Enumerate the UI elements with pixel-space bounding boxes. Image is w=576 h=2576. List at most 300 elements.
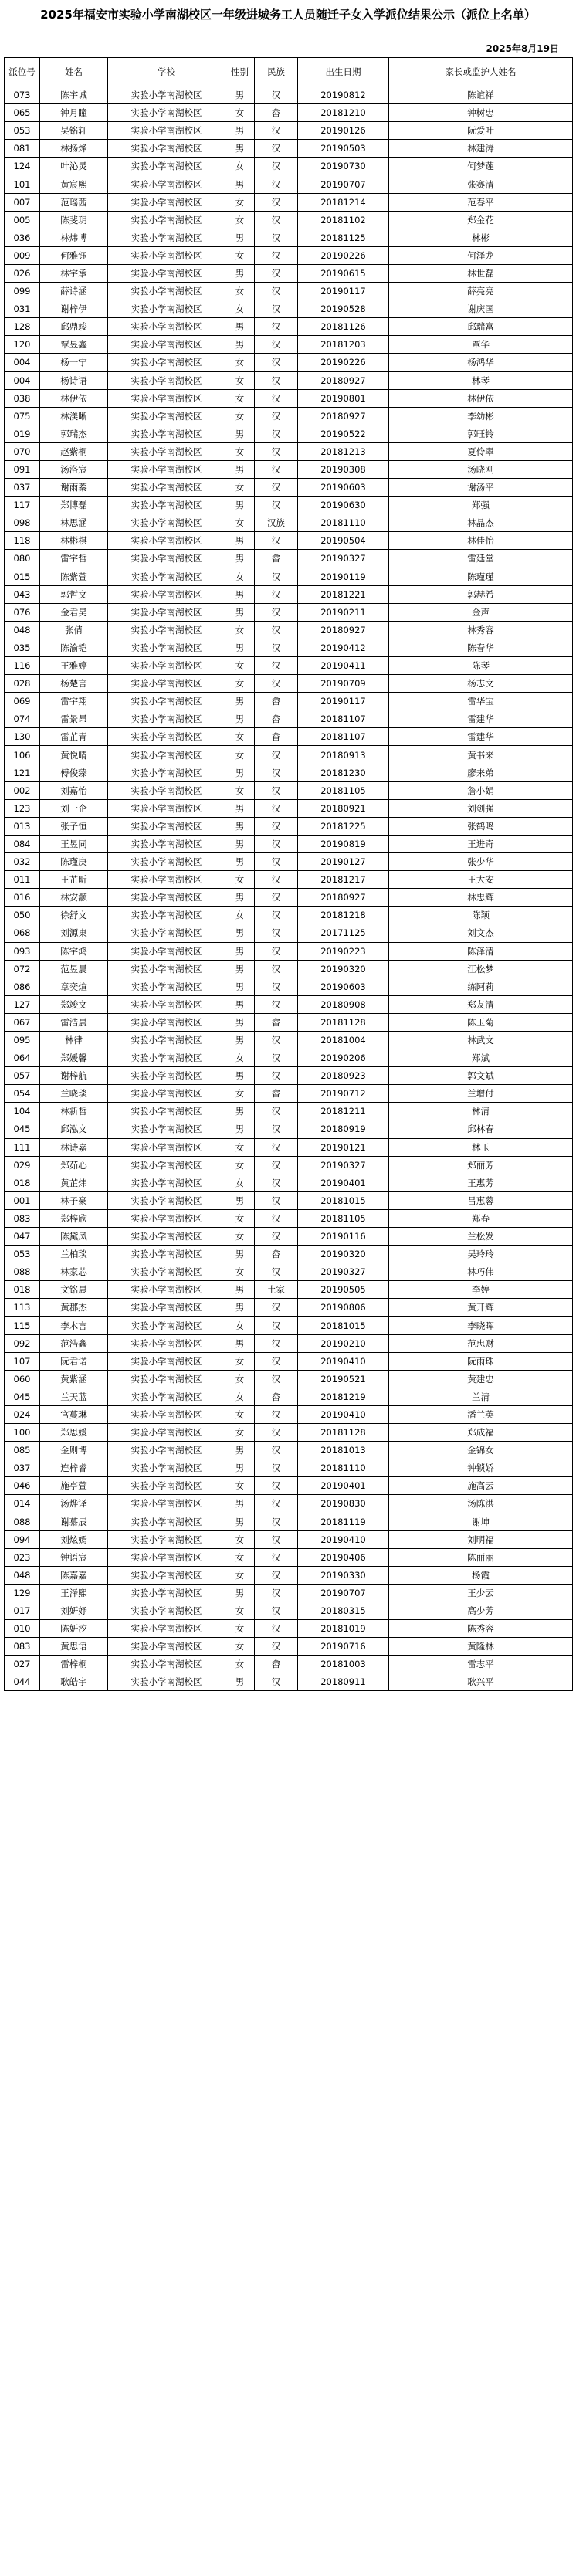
cell-birth-date: 20180921: [298, 799, 389, 817]
cell-school: 实验小学南湖校区: [108, 497, 225, 514]
cell-gender: 女: [225, 1405, 255, 1423]
cell-birth-date: 20181125: [298, 229, 389, 246]
cell-placement-number: 045: [5, 1120, 40, 1138]
cell-school: 实验小学南湖校区: [108, 1085, 225, 1103]
cell-ethnicity: 汉: [255, 568, 298, 585]
cell-birth-date: 20181004: [298, 1031, 389, 1049]
cell-placement-number: 074: [5, 710, 40, 728]
cell-ethnicity: 畲: [255, 710, 298, 728]
cell-gender: 女: [225, 1317, 255, 1334]
cell-guardian-name: 林世磊: [389, 264, 573, 282]
cell-student-name: 施亭萱: [40, 1477, 108, 1495]
cell-ethnicity: 汉: [255, 817, 298, 835]
cell-guardian-name: 郑成福: [389, 1424, 573, 1442]
cell-birth-date: 20190410: [298, 1352, 389, 1370]
cell-gender: 男: [225, 1513, 255, 1530]
cell-guardian-name: 陈泽清: [389, 942, 573, 960]
cell-guardian-name: 钟锁娇: [389, 1459, 573, 1477]
cell-gender: 男: [225, 639, 255, 656]
cell-student-name: 林宇承: [40, 264, 108, 282]
cell-student-name: 郭瑞杰: [40, 425, 108, 442]
cell-guardian-name: 詹小娟: [389, 781, 573, 799]
cell-guardian-name: 金声: [389, 603, 573, 621]
cell-gender: 女: [225, 1209, 255, 1227]
table-row: [5, 1103, 573, 1120]
cell-birth-date: 20190615: [298, 264, 389, 282]
cell-school: 实验小学南湖校区: [108, 442, 225, 460]
table-row: [5, 1548, 573, 1566]
table-row: [5, 497, 573, 514]
header-birth-date: 出生日期: [298, 58, 389, 86]
cell-ethnicity: 汉: [255, 86, 298, 104]
cell-student-name: 黄宸熙: [40, 175, 108, 193]
table-row: [5, 86, 573, 104]
cell-birth-date: 20190226: [298, 354, 389, 371]
table-row: [5, 1424, 573, 1442]
cell-placement-number: 107: [5, 1352, 40, 1370]
table-row: [5, 853, 573, 871]
table-row: [5, 1299, 573, 1317]
table-row: [5, 425, 573, 442]
cell-gender: 女: [225, 158, 255, 175]
table-row: [5, 764, 573, 781]
table-row: [5, 211, 573, 229]
cell-guardian-name: 潘兰英: [389, 1405, 573, 1423]
cell-placement-number: 013: [5, 817, 40, 835]
cell-guardian-name: 陈瑾瑾: [389, 568, 573, 585]
cell-guardian-name: 雷华宝: [389, 693, 573, 710]
table-row: [5, 1495, 573, 1513]
cell-gender: 男: [225, 229, 255, 246]
cell-birth-date: 20190819: [298, 835, 389, 852]
cell-guardian-name: 钟树忠: [389, 104, 573, 122]
cell-ethnicity: 汉: [255, 1584, 298, 1602]
cell-ethnicity: 汉: [255, 1103, 298, 1120]
cell-gender: 女: [225, 354, 255, 371]
cell-student-name: 兰晓琰: [40, 1085, 108, 1103]
table-row: [5, 1138, 573, 1156]
cell-gender: 女: [225, 675, 255, 693]
cell-school: 实验小学南湖校区: [108, 1281, 225, 1299]
cell-student-name: 范昱晨: [40, 960, 108, 978]
cell-birth-date: 20190119: [298, 568, 389, 585]
cell-student-name: 钟语宸: [40, 1548, 108, 1566]
cell-gender: 男: [225, 1191, 255, 1209]
cell-placement-number: 060: [5, 1370, 40, 1388]
cell-school: 实验小学南湖校区: [108, 621, 225, 639]
cell-student-name: 杨诗语: [40, 371, 108, 389]
cell-ethnicity: 汉: [255, 1530, 298, 1548]
table-row: [5, 1317, 573, 1334]
cell-school: 实验小学南湖校区: [108, 1156, 225, 1174]
cell-school: 实验小学南湖校区: [108, 1049, 225, 1067]
cell-guardian-name: 郑斌: [389, 1049, 573, 1067]
cell-school: 实验小学南湖校区: [108, 603, 225, 621]
cell-student-name: 林子豪: [40, 1191, 108, 1209]
cell-student-name: 刘妍妤: [40, 1602, 108, 1619]
table-row: [5, 1085, 573, 1103]
cell-guardian-name: 王进奇: [389, 835, 573, 852]
cell-birth-date: 20180919: [298, 1120, 389, 1138]
cell-placement-number: 010: [5, 1620, 40, 1638]
cell-birth-date: 20190503: [298, 140, 389, 158]
cell-gender: 女: [225, 1620, 255, 1638]
cell-student-name: 林家芯: [40, 1263, 108, 1281]
cell-gender: 女: [225, 300, 255, 318]
cell-placement-number: 009: [5, 246, 40, 264]
table-row: [5, 568, 573, 585]
cell-school: 实验小学南湖校区: [108, 675, 225, 693]
cell-student-name: 陈宇鸿: [40, 942, 108, 960]
cell-ethnicity: 汉: [255, 300, 298, 318]
cell-placement-number: 037: [5, 1459, 40, 1477]
cell-ethnicity: 畲: [255, 1656, 298, 1673]
cell-placement-number: 004: [5, 371, 40, 389]
cell-ethnicity: 汉: [255, 1263, 298, 1281]
cell-guardian-name: 何泽龙: [389, 246, 573, 264]
cell-school: 实验小学南湖校区: [108, 514, 225, 532]
cell-ethnicity: 汉族: [255, 514, 298, 532]
cell-ethnicity: 汉: [255, 1334, 298, 1352]
cell-ethnicity: 汉: [255, 781, 298, 799]
cell-placement-number: 019: [5, 425, 40, 442]
cell-student-name: 王昱同: [40, 835, 108, 852]
cell-student-name: 杨楚言: [40, 675, 108, 693]
cell-ethnicity: 汉: [255, 1138, 298, 1156]
cell-student-name: 李木言: [40, 1317, 108, 1334]
cell-student-name: 郑茹心: [40, 1156, 108, 1174]
table-row: [5, 746, 573, 764]
cell-school: 实验小学南湖校区: [108, 1031, 225, 1049]
cell-birth-date: 20190712: [298, 1085, 389, 1103]
cell-student-name: 官蔓琳: [40, 1405, 108, 1423]
cell-ethnicity: 畲: [255, 104, 298, 122]
table-row: [5, 460, 573, 478]
cell-gender: 男: [225, 853, 255, 871]
cell-student-name: 吴铭轩: [40, 122, 108, 140]
cell-gender: 女: [225, 1228, 255, 1246]
cell-birth-date: 20190223: [298, 942, 389, 960]
cell-birth-date: 20180927: [298, 889, 389, 907]
cell-gender: 女: [225, 407, 255, 425]
cell-gender: 女: [225, 283, 255, 300]
cell-gender: 女: [225, 1174, 255, 1191]
cell-school: 实验小学南湖校区: [108, 1656, 225, 1673]
cell-birth-date: 20190603: [298, 479, 389, 497]
cell-guardian-name: 杨鸿华: [389, 354, 573, 371]
cell-guardian-name: 郭文斌: [389, 1067, 573, 1085]
cell-ethnicity: 汉: [255, 1209, 298, 1227]
table-row: [5, 514, 573, 532]
cell-student-name: 林新哲: [40, 1103, 108, 1120]
cell-placement-number: 065: [5, 104, 40, 122]
cell-birth-date: 20190411: [298, 657, 389, 675]
cell-placement-number: 104: [5, 1103, 40, 1120]
cell-gender: 女: [225, 1263, 255, 1281]
cell-placement-number: 118: [5, 532, 40, 550]
cell-school: 实验小学南湖校区: [108, 924, 225, 942]
table-row: [5, 1459, 573, 1477]
cell-guardian-name: 林忠辉: [389, 889, 573, 907]
cell-student-name: 林炜博: [40, 229, 108, 246]
cell-gender: 女: [225, 1530, 255, 1548]
cell-student-name: 赵紫桐: [40, 442, 108, 460]
table-row: [5, 264, 573, 282]
cell-school: 实验小学南湖校区: [108, 283, 225, 300]
cell-ethnicity: 汉: [255, 924, 298, 942]
cell-school: 实验小学南湖校区: [108, 568, 225, 585]
cell-guardian-name: 阮爱叶: [389, 122, 573, 140]
cell-school: 实验小学南湖校区: [108, 1424, 225, 1442]
cell-birth-date: 20190401: [298, 1477, 389, 1495]
table-row: [5, 621, 573, 639]
cell-birth-date: 20190830: [298, 1495, 389, 1513]
cell-school: 实验小学南湖校区: [108, 1620, 225, 1638]
cell-ethnicity: 汉: [255, 1317, 298, 1334]
table-row: [5, 1566, 573, 1584]
cell-gender: 男: [225, 264, 255, 282]
cell-placement-number: 014: [5, 1495, 40, 1513]
table-body: [5, 86, 573, 1691]
cell-placement-number: 029: [5, 1156, 40, 1174]
table-row: [5, 1388, 573, 1405]
cell-student-name: 郑媛馨: [40, 1049, 108, 1067]
cell-ethnicity: 汉: [255, 175, 298, 193]
cell-birth-date: 20190410: [298, 1530, 389, 1548]
cell-placement-number: 093: [5, 942, 40, 960]
cell-gender: 男: [225, 978, 255, 995]
header-ethnicity: 民族: [255, 58, 298, 86]
cell-school: 实验小学南湖校区: [108, 1638, 225, 1656]
cell-birth-date: 20181105: [298, 781, 389, 799]
cell-placement-number: 085: [5, 1442, 40, 1459]
cell-gender: 男: [225, 532, 255, 550]
table-row: [5, 229, 573, 246]
cell-gender: 男: [225, 585, 255, 603]
cell-student-name: 刘嘉怡: [40, 781, 108, 799]
cell-gender: 男: [225, 1103, 255, 1120]
cell-birth-date: 20190707: [298, 175, 389, 193]
cell-guardian-name: 郑强: [389, 497, 573, 514]
cell-ethnicity: 畲: [255, 1246, 298, 1263]
cell-ethnicity: 汉: [255, 1442, 298, 1459]
cell-placement-number: 035: [5, 639, 40, 656]
cell-birth-date: 20190412: [298, 639, 389, 656]
cell-birth-date: 20190327: [298, 550, 389, 568]
cell-guardian-name: 江松梦: [389, 960, 573, 978]
cell-placement-number: 080: [5, 550, 40, 568]
cell-birth-date: 20190806: [298, 1299, 389, 1317]
cell-gender: 女: [225, 1388, 255, 1405]
header-name: 姓名: [40, 58, 108, 86]
cell-gender: 女: [225, 479, 255, 497]
cell-school: 实验小学南湖校区: [108, 407, 225, 425]
cell-placement-number: 130: [5, 728, 40, 746]
table-row: [5, 532, 573, 550]
cell-student-name: 陈妍汐: [40, 1620, 108, 1638]
cell-placement-number: 053: [5, 122, 40, 140]
cell-ethnicity: 汉: [255, 871, 298, 889]
cell-birth-date: 20180927: [298, 407, 389, 425]
cell-placement-number: 127: [5, 995, 40, 1013]
cell-guardian-name: 吴玲玲: [389, 1246, 573, 1263]
table-row: [5, 871, 573, 889]
cell-school: 实验小学南湖校区: [108, 229, 225, 246]
cell-placement-number: 088: [5, 1513, 40, 1530]
cell-ethnicity: 汉: [255, 497, 298, 514]
cell-guardian-name: 廖来弟: [389, 764, 573, 781]
cell-ethnicity: 汉: [255, 532, 298, 550]
cell-guardian-name: 练阿莉: [389, 978, 573, 995]
cell-placement-number: 023: [5, 1548, 40, 1566]
cell-guardian-name: 郭赫希: [389, 585, 573, 603]
cell-student-name: 覃昱鑫: [40, 336, 108, 354]
cell-gender: 男: [225, 1334, 255, 1352]
cell-gender: 男: [225, 1031, 255, 1049]
table-row: [5, 1442, 573, 1459]
cell-school: 实验小学南湖校区: [108, 1067, 225, 1085]
cell-school: 实验小学南湖校区: [108, 1530, 225, 1548]
cell-placement-number: 069: [5, 693, 40, 710]
cell-school: 实验小学南湖校区: [108, 1673, 225, 1691]
cell-ethnicity: 汉: [255, 1673, 298, 1691]
cell-placement-number: 092: [5, 1334, 40, 1352]
cell-placement-number: 067: [5, 1013, 40, 1031]
cell-guardian-name: 汤晓刚: [389, 460, 573, 478]
cell-guardian-name: 陈丽丽: [389, 1548, 573, 1566]
cell-guardian-name: 刘明福: [389, 1530, 573, 1548]
cell-guardian-name: 陈谊祥: [389, 86, 573, 104]
cell-ethnicity: 汉: [255, 657, 298, 675]
cell-gender: 男: [225, 497, 255, 514]
cell-placement-number: 113: [5, 1299, 40, 1317]
cell-guardian-name: 兰增付: [389, 1085, 573, 1103]
table-row: [5, 407, 573, 425]
cell-student-name: 连梓睿: [40, 1459, 108, 1477]
cell-school: 实验小学南湖校区: [108, 1459, 225, 1477]
cell-gender: 女: [225, 104, 255, 122]
table-row: [5, 354, 573, 371]
cell-gender: 男: [225, 889, 255, 907]
cell-school: 实验小学南湖校区: [108, 657, 225, 675]
cell-student-name: 章奕煊: [40, 978, 108, 995]
cell-school: 实验小学南湖校区: [108, 871, 225, 889]
cell-birth-date: 20181219: [298, 1388, 389, 1405]
cell-gender: 男: [225, 336, 255, 354]
cell-placement-number: 018: [5, 1174, 40, 1191]
cell-student-name: 邱泓文: [40, 1120, 108, 1138]
cell-gender: 男: [225, 960, 255, 978]
cell-school: 实验小学南湖校区: [108, 104, 225, 122]
cell-student-name: 陈嘉嘉: [40, 1566, 108, 1584]
cell-birth-date: 20190116: [298, 1228, 389, 1246]
cell-school: 实验小学南湖校区: [108, 246, 225, 264]
table-row: [5, 710, 573, 728]
cell-student-name: 陈宇城: [40, 86, 108, 104]
cell-school: 实验小学南湖校区: [108, 140, 225, 158]
cell-placement-number: 002: [5, 781, 40, 799]
cell-birth-date: 20181128: [298, 1013, 389, 1031]
cell-gender: 男: [225, 1281, 255, 1299]
cell-student-name: 刘一企: [40, 799, 108, 817]
cell-school: 实验小学南湖校区: [108, 86, 225, 104]
cell-guardian-name: 雷建华: [389, 710, 573, 728]
cell-gender: 男: [225, 995, 255, 1013]
cell-placement-number: 024: [5, 1405, 40, 1423]
cell-student-name: 范浩鑫: [40, 1334, 108, 1352]
cell-student-name: 郭哲文: [40, 585, 108, 603]
table-row: [5, 907, 573, 924]
table-row: [5, 1405, 573, 1423]
cell-gender: 男: [225, 318, 255, 336]
cell-placement-number: 101: [5, 175, 40, 193]
cell-student-name: 雷梓桐: [40, 1656, 108, 1673]
cell-guardian-name: 黄书来: [389, 746, 573, 764]
table-row: [5, 1477, 573, 1495]
cell-gender: 男: [225, 1495, 255, 1513]
table-row: [5, 550, 573, 568]
table-row: [5, 1352, 573, 1370]
cell-gender: 女: [225, 246, 255, 264]
cell-placement-number: 031: [5, 300, 40, 318]
cell-guardian-name: 范春平: [389, 193, 573, 211]
cell-guardian-name: 谢坤: [389, 1513, 573, 1530]
cell-birth-date: 20181003: [298, 1656, 389, 1673]
cell-guardian-name: 林佳怡: [389, 532, 573, 550]
cell-birth-date: 20181128: [298, 1424, 389, 1442]
table-row: [5, 1156, 573, 1174]
cell-guardian-name: 雷建华: [389, 728, 573, 746]
cell-school: 实验小学南湖校区: [108, 300, 225, 318]
cell-ethnicity: 汉: [255, 1299, 298, 1317]
cell-ethnicity: 汉: [255, 354, 298, 371]
cell-gender: 女: [225, 1566, 255, 1584]
cell-ethnicity: 汉: [255, 1459, 298, 1477]
cell-birth-date: 20180927: [298, 371, 389, 389]
cell-guardian-name: 高少芳: [389, 1602, 573, 1619]
cell-student-name: 林伊依: [40, 389, 108, 407]
cell-ethnicity: 汉: [255, 1424, 298, 1442]
table-row: [5, 960, 573, 978]
cell-birth-date: 20190522: [298, 425, 389, 442]
table-row: [5, 1602, 573, 1619]
cell-guardian-name: 覃华: [389, 336, 573, 354]
cell-guardian-name: 林伊依: [389, 389, 573, 407]
cell-guardian-name: 吕惠蓉: [389, 1191, 573, 1209]
cell-ethnicity: 畲: [255, 1013, 298, 1031]
cell-student-name: 黄芷炜: [40, 1174, 108, 1191]
cell-ethnicity: 汉: [255, 1191, 298, 1209]
cell-school: 实验小学南湖校区: [108, 1602, 225, 1619]
cell-ethnicity: 汉: [255, 264, 298, 282]
cell-guardian-name: 邱林春: [389, 1120, 573, 1138]
cell-birth-date: 20181102: [298, 211, 389, 229]
table-row: [5, 639, 573, 656]
cell-ethnicity: 汉: [255, 425, 298, 442]
table-row: [5, 1067, 573, 1085]
cell-guardian-name: 林琴: [389, 371, 573, 389]
table-row: [5, 995, 573, 1013]
cell-student-name: 林渼晰: [40, 407, 108, 425]
cell-school: 实验小学南湖校区: [108, 817, 225, 835]
cell-school: 实验小学南湖校区: [108, 1263, 225, 1281]
cell-birth-date: 20190327: [298, 1156, 389, 1174]
cell-birth-date: 20190410: [298, 1405, 389, 1423]
cell-placement-number: 123: [5, 799, 40, 817]
cell-placement-number: 120: [5, 336, 40, 354]
table-row: [5, 336, 573, 354]
cell-ethnicity: 汉: [255, 1352, 298, 1370]
